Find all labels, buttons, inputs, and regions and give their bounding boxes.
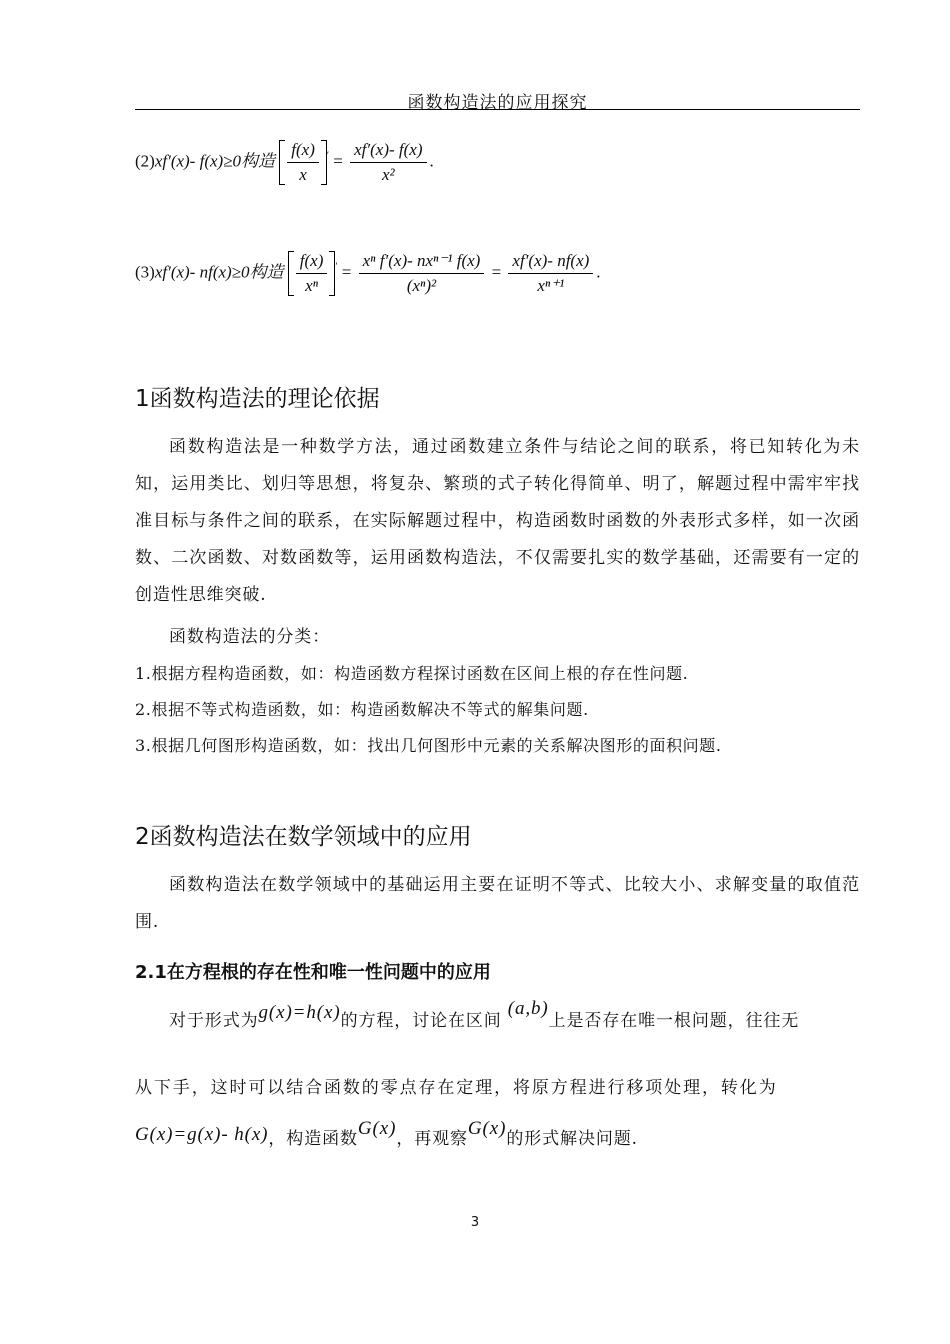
subsection-line-3	[135, 1118, 860, 1150]
line-1-text-c: 上是否存在唯一根问题，往往无	[548, 1011, 800, 1031]
line-3-text-c: 的形式解决问题.	[506, 1129, 638, 1149]
formula-2-lhs: xf′(x)- f(x)≥0构造	[154, 151, 276, 171]
section-2-heading: 2函数构造法在数学领域中的应用	[135, 824, 472, 850]
line-1-text-b: 的方程，讨论在区间	[340, 1011, 502, 1031]
function-G: G(x)	[357, 1118, 397, 1139]
interval-a-b: (a,b)	[507, 998, 549, 1019]
list-item: 1.根据方程构造函数，如：构造函数方程探讨函数在区间上根的存在性问题.	[135, 664, 689, 683]
subsection-line-1	[135, 998, 860, 1032]
line-1-text-a: 对于形式为	[169, 1011, 259, 1031]
subsection-line-2: 从下手，这时可以结合函数的零点存在定理，将原方程进行移项处理，转化为	[135, 1078, 778, 1098]
line-3-text-a: ，构造函数	[268, 1129, 358, 1149]
formula-2-frac-den: x	[287, 162, 319, 185]
formula-3-rhs-fraction	[508, 251, 593, 296]
formula-2-frac-num: f(x)	[291, 140, 315, 159]
formula-2-fraction	[287, 140, 319, 185]
line-3-text-b: ，再观察	[396, 1129, 468, 1149]
formula-2-rhs-den: x²	[350, 162, 426, 185]
formula-3-label: (3)	[135, 262, 155, 282]
formula-2-rhs-num: xf′(x)- f(x)	[354, 140, 423, 159]
equation-g-equals-h: g(x)=h(x)	[258, 1002, 341, 1023]
list-item: 3.根据几何图形构造函数，如：找出几何图形中元素的关系解决图形的面积问题.	[135, 736, 722, 755]
formula-2-bracket	[279, 140, 327, 185]
formula-3-fraction	[296, 251, 328, 296]
subsection-2-1-heading: 2.1在方程根的存在性和唯一性问题中的应用	[135, 962, 491, 983]
formula-3-bracket	[288, 251, 336, 296]
section-1-paragraph: 函数构造法是一种数学方法，通过函数建立条件与结论之间的联系，将已知转化为未知，运用类比、划归等思想，将复杂、繁琐的式子转化得简单、明了，解题过程中需牢牢找准目标与条件之间的联系，在实际解题过程中，构造函数时函数的外表形式多样，如一次函数、二次函数、对数函数等，运用函数构造法，不仅需要扎实的数学基础，还需要有一定的创造性思维突破.	[135, 437, 860, 605]
section-2-paragraph: 函数构造法在数学领域中的基础运用主要在证明不等式、比较大小、求解变量的取值范围.	[135, 875, 860, 932]
list-item: 2.根据不等式构造函数，如：构造函数解决不等式的解集问题.	[135, 700, 589, 719]
formula-2-rhs-fraction	[350, 140, 426, 185]
formula-3: (3)xf′(x)- nf(x)≥0构造 $\frac{f(x)}{\text{xⁿ}}$ ′ = $\frac{\text{xⁿ f′(x)- nxⁿ⁻¹ f(x)}}{\text{(xⁿ)²}}$ = $\frac{xf'(x)- nf(x)}{\text{xⁿ⁺¹}}$ .	[135, 251, 601, 295]
formula-3-mid-fraction	[359, 251, 485, 296]
formula-3-mid-num: xⁿ f′(x)- nxⁿ⁻¹ f(x)	[362, 251, 481, 270]
page-header-title: 函数构造法的应用探究	[407, 93, 588, 113]
header-divider	[135, 109, 860, 110]
formula-3-mid-den: (xⁿ)²	[359, 273, 485, 296]
section-1-heading: 1函数构造法的理论依据	[135, 386, 380, 412]
equation-G-definition: G(x)=g(x)- h(x)	[135, 1124, 269, 1145]
formula-2-label: (2)	[135, 151, 155, 171]
formula-3-rhs-num: xf′(x)- nf(x)	[512, 251, 590, 270]
page-number: 3	[470, 1215, 480, 1230]
formula-2: (2)xf′(x)- f(x)≥0构造 $\frac{f(x)}{x}$ ′ = $\frac{xf'(x)- f(x)}{\text{x²}}$ .	[135, 140, 434, 184]
classification-intro: 函数构造法的分类：	[169, 627, 331, 647]
formula-3-rhs-den: xⁿ⁺¹	[508, 273, 593, 296]
function-G: G(x)	[467, 1118, 507, 1139]
formula-3-frac-num: f(x)	[299, 251, 324, 270]
formula-3-lhs: xf′(x)- nf(x)≥0构造	[154, 262, 284, 282]
formula-3-frac-den: xⁿ	[296, 273, 328, 296]
